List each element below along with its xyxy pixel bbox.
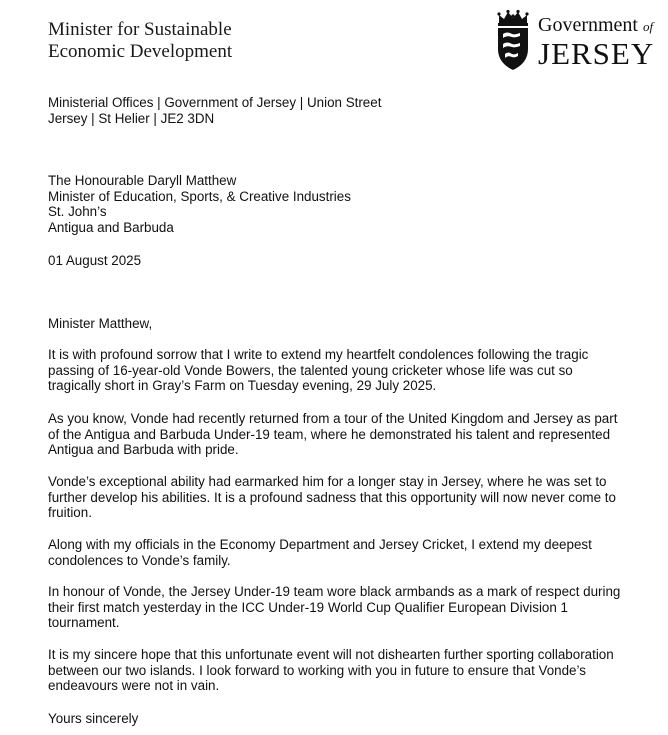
recipient-address (48, 173, 351, 235)
logo-text-jersey: JERSEY (538, 36, 655, 71)
recipient-address-line: St. John’s (48, 204, 107, 220)
logo-text-government: Government of (538, 14, 654, 36)
body-paragraph: Vonde’s exceptional ability had earmarked him for a longer stay in Jersey, where he was set to further develop his abilities. It is a profound sadness that this opportunity will now never come to fruition. (48, 474, 616, 521)
minister-title-line-1: Minister for Sustainable (48, 19, 232, 40)
body-paragraph: As you know, Vonde had recently returned from a tour of the United Kingdom and Jersey as part of the Antigua and Barbuda Under-19 team, where he demonstrated his talent and represented Antigua and Barbuda with pride. (48, 411, 618, 458)
recipient-address-line: Antigua and Barbuda (48, 219, 174, 235)
crowned-shield-three-lions-icon (493, 9, 533, 71)
recipient-address-line: Minister of Education, Sports, & Creative Industries (48, 188, 351, 204)
minister-title (48, 19, 232, 63)
body-paragraph: Along with my officials in the Economy Department and Jersey Cricket, I extend my deepest condolences to Vonde’s family. (48, 537, 592, 568)
body-paragraph: It is with profound sorrow that I write to extend my heartfelt condolences following the tragic passing of 16-year-old Vonde Bowers, the talented young cricketer whose life was cut so tragically short in Gray’s Farm on Tuesday evening, 29 July 2025. (48, 347, 589, 394)
logo-text-of: of (642, 19, 654, 34)
closing: Yours sincerely (48, 711, 139, 726)
letter-date: 01 August 2025 (48, 253, 142, 268)
body-paragraph: It is my sincere hope that this unfortunate event will not dishearten further sporting collaboration between our two islands. I look forward to working with you in future to ensure that Vonde’s endeavours were not in vain. (48, 647, 614, 694)
recipient-address-line: The Honourable Daryll Matthew (48, 173, 237, 188)
sender-address-line: Jersey | St Helier | JE2 3DN (48, 110, 215, 126)
sender-address (48, 95, 381, 126)
government-of-jersey-logo (493, 9, 658, 71)
body-paragraph: In honour of Vonde, the Jersey Under-19 team wore black armbands as a mark of respect during their first match yesterday in the ICC Under-19 World Cup Qualifier European Division 1 tournament. (48, 584, 621, 631)
minister-title-line-2: Economic Development (48, 41, 233, 62)
salutation: Minister Matthew, (48, 316, 153, 331)
sender-address-line: Ministerial Offices | Government of Jersey | Union Street (48, 95, 382, 110)
